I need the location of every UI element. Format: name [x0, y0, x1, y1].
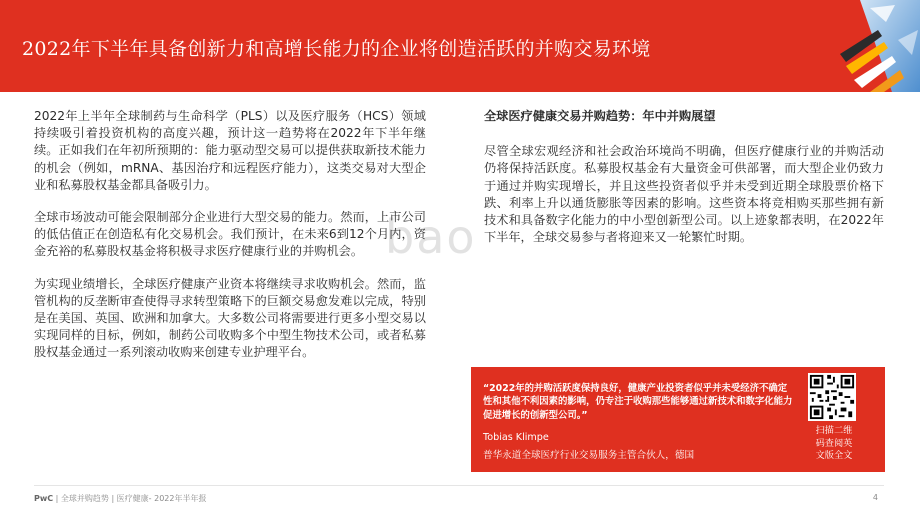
qr-code-icon[interactable] [808, 373, 856, 421]
left-paragraph-3: 为实现业绩增长，全球医疗健康产业资本将继续寻求收购机会。然而，监管机构的反垄断审查使得寻求转型策略下的巨额交易愈发难以完成，特别是在美国、英国、欧洲和加拿大。大多数公司将需要进行更多小型交易以实现同样的目标，例如，制药公司收购多个中型生物技术公司，或者私募股权基金通过一系列滚动收购来创建专业护理平台。 [34, 276, 426, 360]
footer-divider [34, 485, 884, 486]
quote-author-name: Tobias Klimpe [483, 432, 549, 443]
qr-caption-line: 文版全文 [815, 450, 853, 461]
left-paragraph-2: 全球市场波动可能会限制部分企业进行大型交易的能力。然而，上市公司的低估值正在创造私有化交易机会。我们预计，在未来6到12个月内，资金充裕的私募股权基金将积极寻求医疗健康行业的并购机会。 [34, 210, 426, 259]
left-paragraph-1: 2022年上半年全球制药与生命科学（PLS）以及医疗服务（HCS）领域持续吸引着投资机构的高度兴趣，预计这一趋势将在2022年下半年继续。正如我们在年初所预期的：能力驱动型交易可以提供获取新技术能力的机会（例如，mRNA、基因治疗和远程医疗能力），这类交易对大型企业和私募股权基金都具备吸引力。 [34, 109, 426, 192]
page-title: 2022年下半年具备创新力和高增长能力的企业将创造活跃的并购交易环境 [22, 38, 651, 60]
qr-caption-line: 码查阅英 [815, 437, 853, 449]
left-column [34, 108, 426, 377]
page-number: 4 [872, 493, 878, 502]
watermark: bao [385, 210, 477, 264]
qr-caption-line: 扫描二维 [815, 425, 853, 436]
footer [34, 493, 206, 504]
quote-author-role: 普华永道全球医疗行业交易服务主管合伙人，德国 [483, 450, 695, 461]
qr-caption [799, 425, 869, 463]
quote-text: “2022年的并购活跃度保持良好，健康产业投资者似乎并未受经济不确定性和其他不利因素的影响，仍专注于收购那些能够通过新技术和数字化能力促进增长的创新型公司。” [483, 383, 793, 421]
right-paragraph: 尽管全球宏观经济和社会政治环境尚不明确，但医疗健康行业的并购活动仍将保持活跃度。私募股权基金有大量资金可供部署，而大型企业仍致力于通过并购实现增长，并且这些投资者似乎并未受到近期全球股票价格下跌、利率上升以通货膨胀等因素的影响。这些资本将竞相购买那些拥有新技术和具备数字化能力的中小型创新型公司。以上迹象都表明，在2022年下半年，全球交易参与者将迎来又一轮繁忙时期。 [484, 144, 884, 245]
footer-separator: | [53, 494, 61, 503]
right-column [484, 108, 884, 246]
header-banner [0, 0, 920, 92]
decorative-sky-graphic [840, 0, 920, 92]
quote-box [471, 367, 885, 472]
footer-section: 全球并购趋势 | 医疗健康- 2022年半年报 [60, 494, 207, 503]
footer-brand: PwC [34, 494, 54, 503]
section-heading: 全球医疗健康交易并购趋势：年中并购展望 [484, 109, 716, 123]
